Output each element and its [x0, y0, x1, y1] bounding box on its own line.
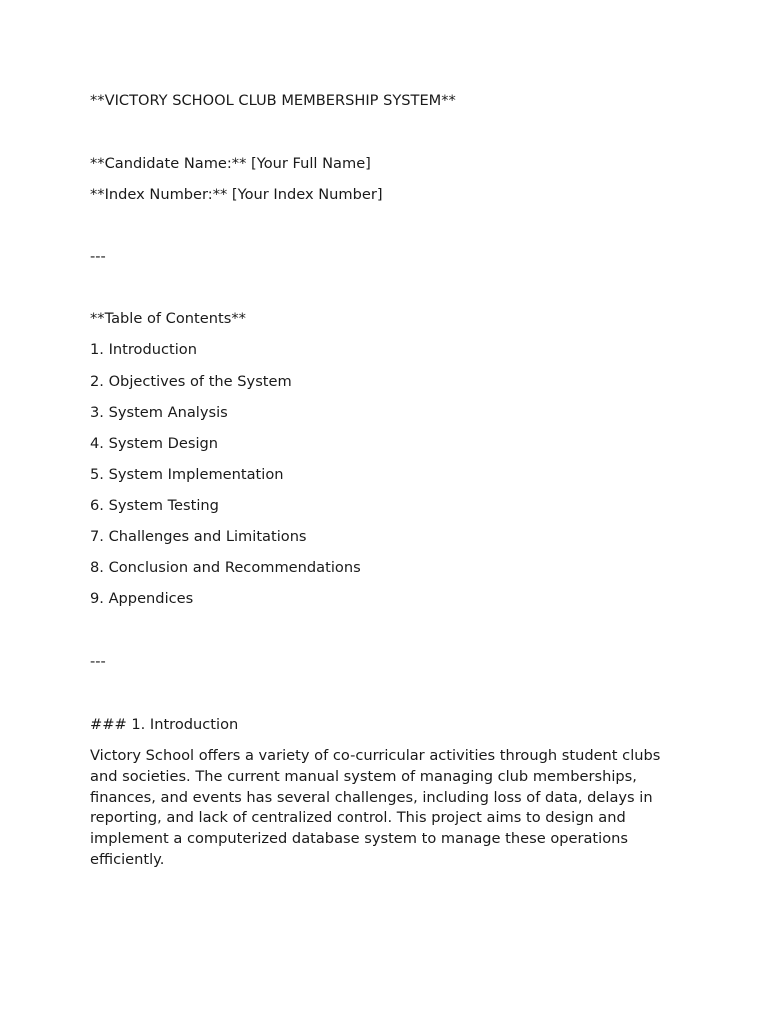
separator-2: ---: [90, 653, 106, 670]
toc-item: 5. System Implementation: [90, 466, 284, 483]
document-title: **VICTORY SCHOOL CLUB MEMBERSHIP SYSTEM**: [90, 92, 456, 109]
toc-item: 8. Conclusion and Recommendations: [90, 559, 361, 576]
toc-item: 3. System Analysis: [90, 404, 228, 421]
toc-item: 7. Challenges and Limitations: [90, 528, 307, 545]
toc-item: 4. System Design: [90, 435, 219, 452]
index-number: **Index Number:** [Your Index Number]: [90, 186, 383, 203]
toc-item: 9. Appendices: [90, 590, 194, 607]
toc-item: 2. Objectives of the System: [90, 373, 292, 390]
intro-paragraph: Victory School offers a variety of co-curricular activities through student clubs and societies. The current manual system of managing club memberships, finances, and events has several challenges, including loss of data, delays in reporting, and lack of centralized control. This project aims to design and implement a computerized database system to manage these operations efficiently.: [90, 747, 661, 868]
separator-1: ---: [90, 248, 106, 265]
toc-item: 6. System Testing: [90, 497, 219, 514]
toc-heading: **Table of Contents**: [90, 310, 246, 327]
candidate-name: **Candidate Name:** [Your Full Name]: [90, 155, 371, 172]
intro-heading: ### 1. Introduction: [90, 716, 239, 733]
toc-item: 1. Introduction: [90, 341, 197, 358]
